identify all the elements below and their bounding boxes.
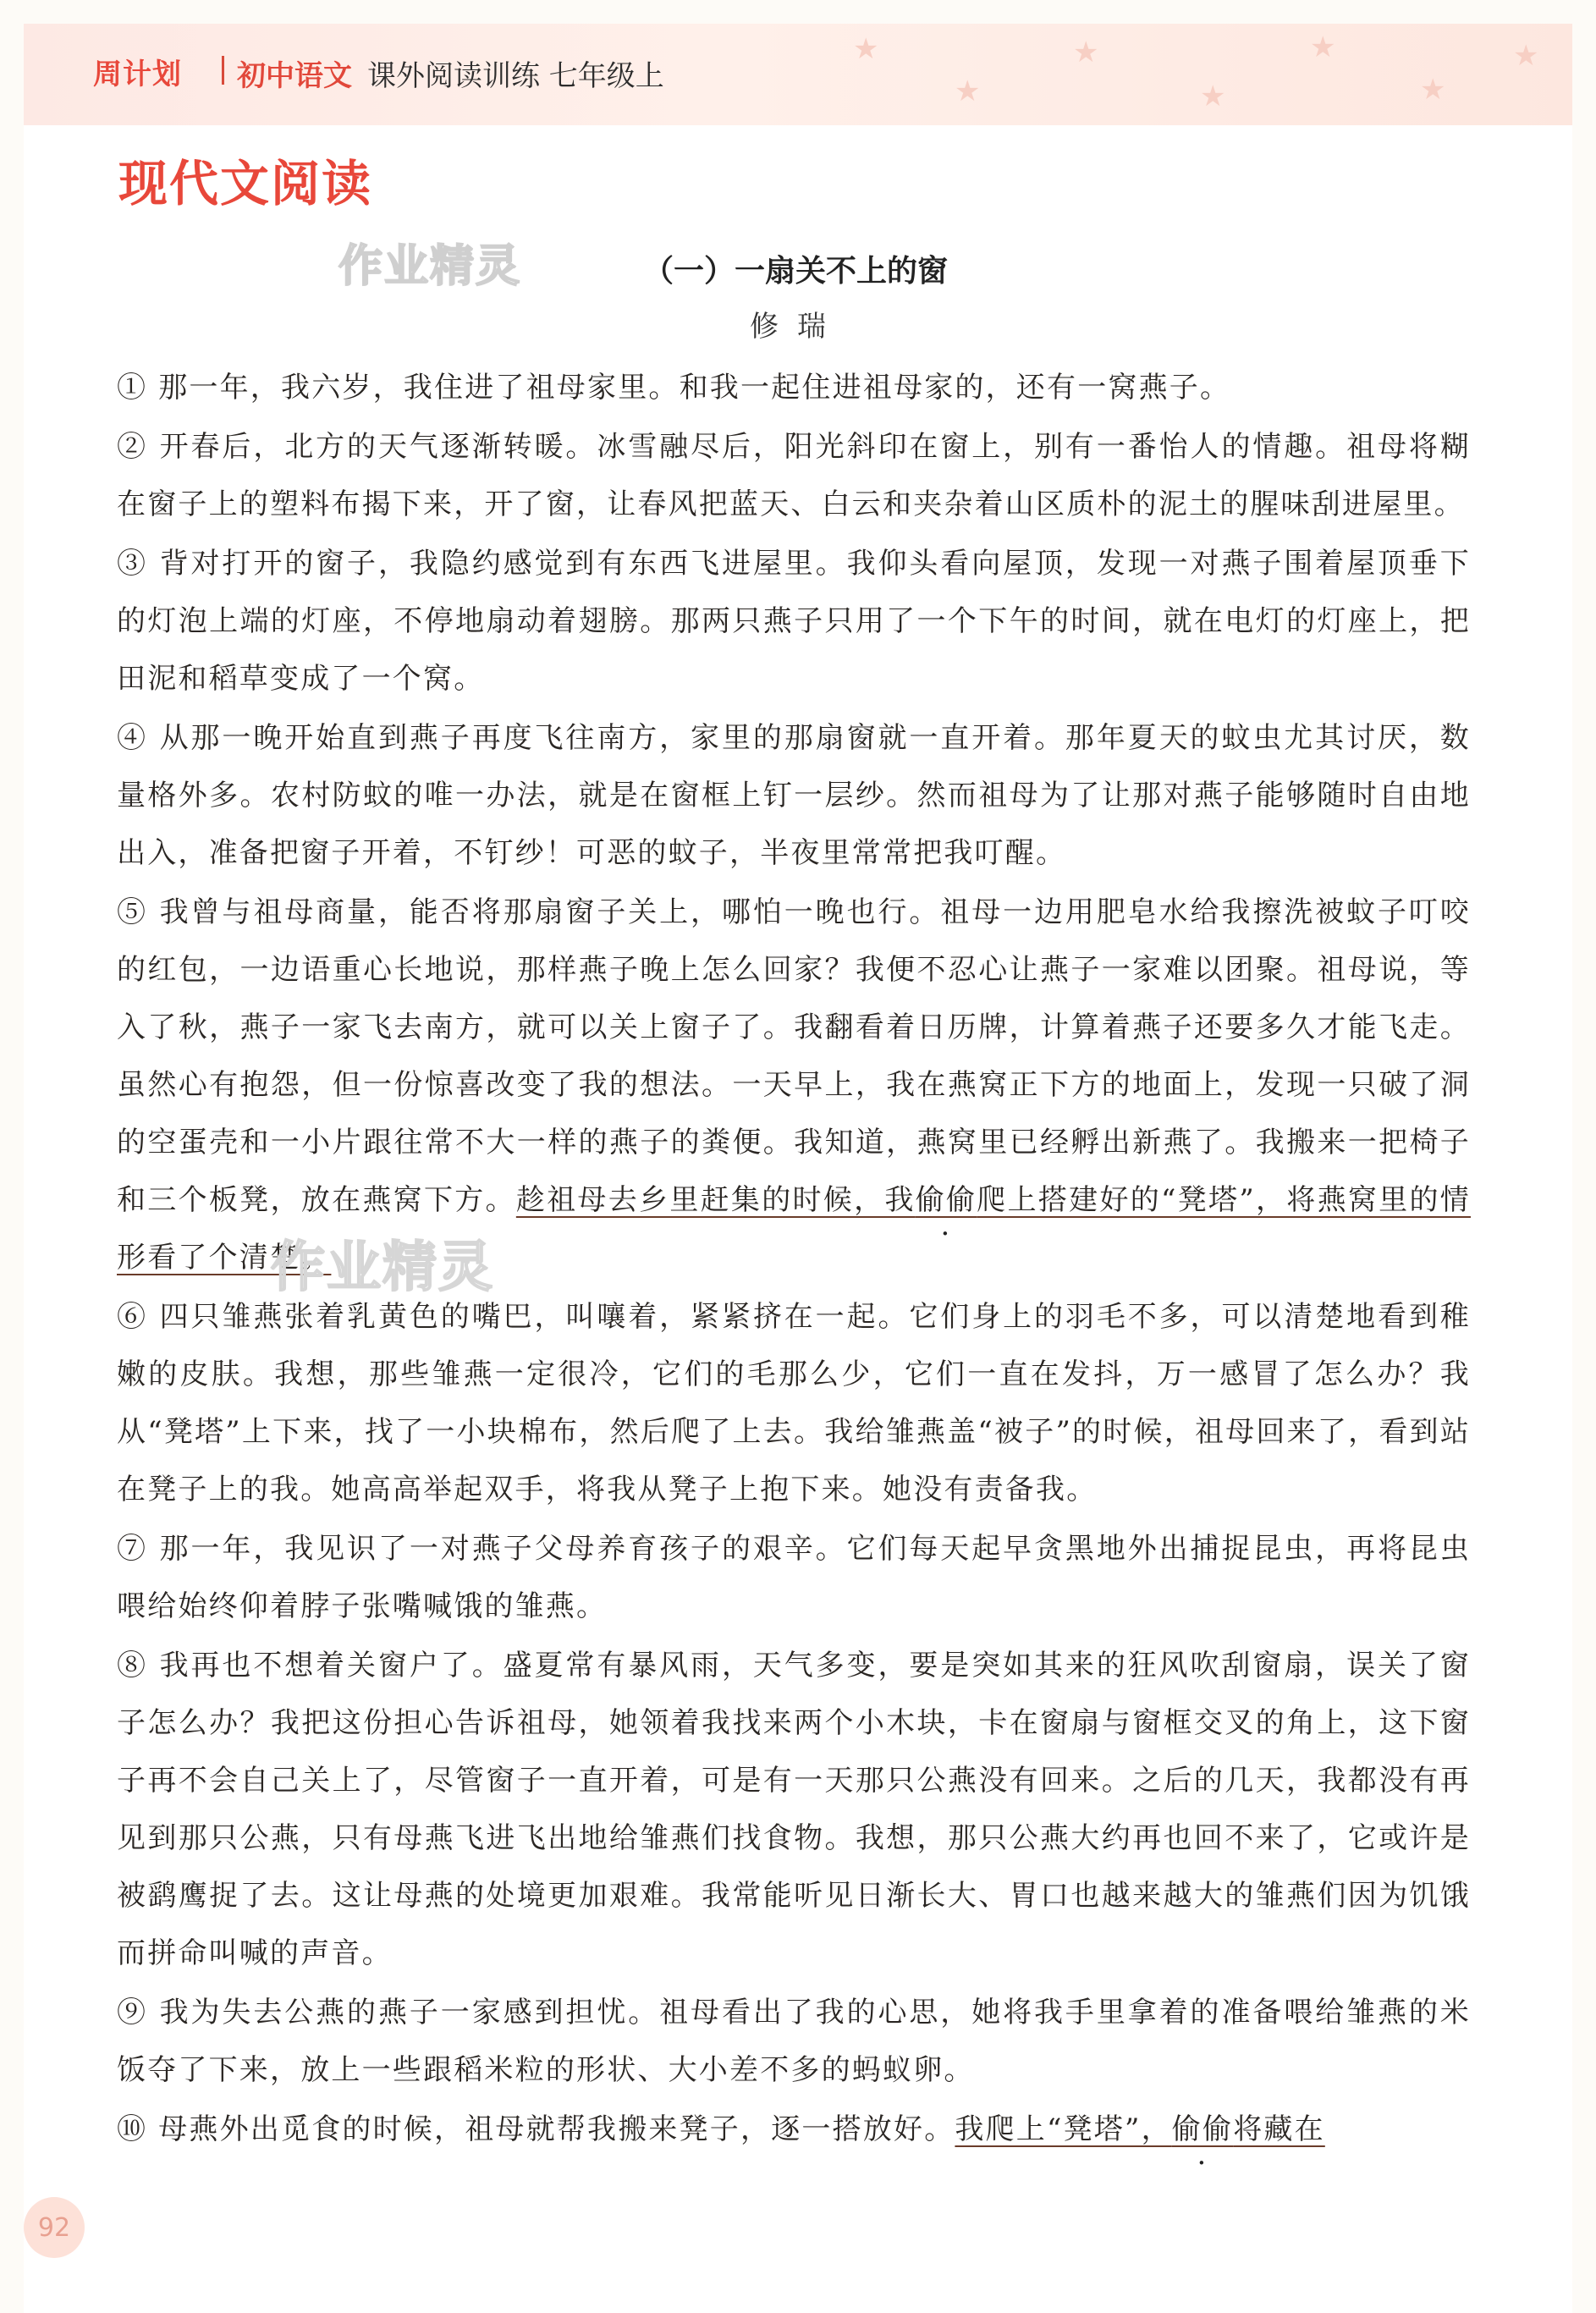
paragraph-5-text: ⑤ 我曾与祖母商量，能否将那扇窗子关上，哪怕一晚也行。祖母一边用肥皂水给我擦洗被蚊子叮咬的红包，一边语重心长地说，那样燕子晚上怎么回家？我便不忍心让燕子一家难以团聚。祖母说，等入了秋，燕子一家飞去南方，就可以关上窗子了。我翻看着日历牌，计算着燕子还要多久才能飞走。虽然心有抱怨，但一份惊喜改变了我的想法。一天早上，我在燕窝正下方的地面上，发现一只破了洞的空蛋壳和一小片跟往常不大一样的燕子的粪便。我知道，燕窝里已经孵出新燕了。我搬来一把椅子和三个板凳，放在燕窝下方。 (117, 895, 1471, 1217)
paragraph-6: ⑥ 四只雏燕张着乳黄色的嘴巴，叫嚷着，紧紧挤在一起。它们身上的羽毛不多，可以清楚地看到稚嫩的皮肤。我想，那些雏燕一定很冷，它们的毛那么少，它们一直在发抖，万一感冒了怎么办？我从“凳塔”上下来，找了一小块棉布，然后爬了上去。我给雏燕盖“被子”的时候，祖母回来了，看到站在凳子上的我。她高高举起双手，将我从凳子上抱下来。她没有责备我。 (117, 1300, 1471, 1506)
underlined-text: 我爬上“凳塔”， (955, 2112, 1172, 2146)
header-divider (222, 56, 224, 85)
dotted-word: 偷偷 (1171, 2112, 1234, 2146)
underlined-text: 趁祖母去乡里赶集的时候，我 (515, 1183, 916, 1217)
header-subject: 初中语文 (237, 59, 352, 93)
star-decoration (802, 24, 1564, 125)
dotted-word: 偷偷 (915, 1183, 977, 1217)
star-icon: ★ (1073, 36, 1099, 69)
underlined-text: 将藏在 (1233, 2112, 1325, 2146)
paragraph-4: ④ 从那一晚开始直到燕子再度飞往南方，家里的那扇窗就一直开着。那年夏天的蚊虫尤其讨厌，数量格外多。农村防蚊的唯一办法，就是在窗框上钉一层纱。然而祖母为了让那对燕子能够随时自由地出入，准备把窗子开着，不钉纱！可恶的蚊子，半夜里常常把我叮醒。 (117, 721, 1471, 870)
article-author: 修瑞 (750, 310, 845, 344)
section-title: 现代文阅读 (118, 155, 373, 212)
paragraph-10 (117, 2101, 1471, 2158)
watermark: 作业精灵 (271, 1236, 494, 1299)
underlined-sentence (955, 2112, 1324, 2146)
brand-logo: 周计划 (93, 58, 182, 91)
header-series: 课外阅读训练 七年级上 (367, 59, 664, 93)
paragraph-1: ① 那一年，我六岁，我住进了祖母家里。和我一起住进祖母家的，还有一窝燕子。 (117, 371, 1231, 405)
paragraph-10-text: ⑩ 母燕外出觅食的时候，祖母就帮我搬来凳子，逐一搭放好。 (117, 2112, 955, 2146)
page-number: 92 (24, 2197, 85, 2258)
paragraph-9: ⑨ 我为失去公燕的燕子一家感到担忧。祖母看出了我的心思，她将我手里拿着的准备喂给雏燕的米饭夺了下来，放上一些跟稻米粒的形状、大小差不多的蚂蚁卵。 (117, 1996, 1471, 2087)
paragraph-7: ⑦ 那一年，我见识了一对燕子父母养育孩子的艰辛。它们每天起早贪黑地外出捕捉昆虫，再将昆虫喂给始终仰着脖子张嘴喊饿的雏燕。 (117, 1532, 1471, 1623)
watermark: 作业精灵 (338, 241, 522, 292)
paragraph-2: ② 开春后，北方的天气逐渐转暖。冰雪融尽后，阳光斜印在窗上，别有一番怡人的情趣。祖母将糊在窗子上的塑料布揭下来，开了窗，让春风把蓝天、白云和夹杂着山区质朴的泥土的腥味刮进屋里。 (117, 430, 1471, 521)
star-icon: ★ (955, 74, 981, 108)
paragraph-3: ③ 背对打开的窗子，我隐约感觉到有东西飞进屋里。我仰头看向屋顶，发现一对燕子围着屋顶垂下的灯泡上端的灯座，不停地扇动着翅膀。那两只燕子只用了一个下午的时间，就在电灯的灯座上，把田泥和稻草变成了一个窝。 (117, 547, 1471, 696)
star-icon: ★ (1200, 80, 1226, 113)
article-title: （一）一扇关不上的窗 (643, 254, 949, 289)
star-icon: ★ (1513, 39, 1539, 73)
underlined-text: 爬上搭建好的“凳塔”，将燕窝里的情形看了个清楚。 (117, 1183, 1471, 1275)
star-icon: ★ (1420, 73, 1446, 107)
paragraph-8: ⑧ 我再也不想着关窗户了。盛夏常有暴风雨，天气多变，要是突如其来的狂风吹刮窗扇，误关了窗子怎么办？我把这份担心告诉祖母，她领着我找来两个小木块，卡在窗扇与窗框交叉的角上，这下窗子再不会自己关上了，尽管窗子一直开着，可是有一天那只公燕没有回来。之后的几天，我都没有再见到那只公燕，只有母燕飞进飞出地给雏燕们找食物。我想，那只公燕大约再也回不来了，它或许是被鹞鹰捉了去。这让母燕的处境更加艰难。我常能听见日渐长大、胃口也越来越大的雏燕们因为饥饿而拼命叫喊的声音。 (117, 1649, 1471, 1970)
star-icon: ★ (1310, 30, 1336, 64)
star-icon: ★ (853, 32, 879, 66)
